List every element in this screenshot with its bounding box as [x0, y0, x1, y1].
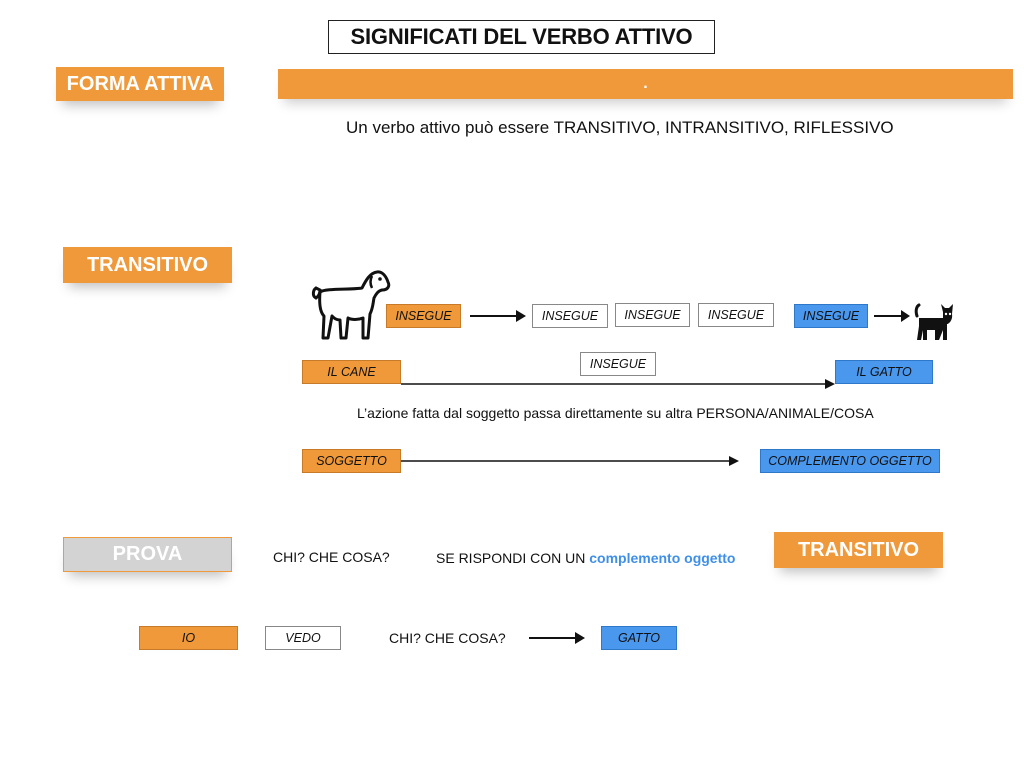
explanation-text: L’azione fatta dal soggetto passa direttamente su altra PERSONA/ANIMALE/COSA	[357, 405, 874, 421]
page-title: SIGNIFICATI DEL VERBO ATTIVO	[328, 20, 715, 54]
intro-text: Un verbo attivo può essere TRANSITIVO, INTRANSITIVO, RIFLESSIVO	[346, 118, 894, 137]
arrow-right-icon	[874, 308, 910, 324]
test-rule-highlight: complemento oggetto	[589, 550, 736, 566]
test-question: CHI? CHE COSA?	[273, 549, 390, 565]
test-rule	[436, 550, 756, 568]
header-bar: .	[278, 69, 1013, 99]
example-verb-box: VEDO	[265, 626, 341, 650]
verb-center-box: INSEGUE	[580, 352, 656, 376]
test-rule-prefix: SE RISPONDI CON UN	[436, 550, 586, 566]
verb-box-object: INSEGUE	[794, 304, 868, 328]
verb-box-4: INSEGUE	[698, 303, 774, 327]
arrow-right-icon	[401, 377, 835, 391]
result-transitivo-tag: TRANSITIVO	[774, 532, 943, 568]
cat-icon	[913, 302, 955, 344]
verb-box-3: INSEGUE	[615, 303, 690, 327]
example-question: CHI? CHE COSA?	[389, 630, 506, 646]
soggetto-box: SOGGETTO	[302, 449, 401, 473]
transitivo-tag: TRANSITIVO	[63, 247, 232, 283]
arrow-right-icon	[529, 630, 585, 646]
verb-box-2: INSEGUE	[532, 304, 608, 328]
verb-box-subject: INSEGUE	[386, 304, 461, 328]
complemento-oggetto-box: COMPLEMENTO OGGETTO	[760, 449, 940, 473]
dog-icon	[310, 268, 392, 342]
object-box: IL GATTO	[835, 360, 933, 384]
example-subject-box: IO	[139, 626, 238, 650]
example-object-box: GATTO	[601, 626, 677, 650]
subject-box: IL CANE	[302, 360, 401, 384]
prova-tag: PROVA	[63, 537, 232, 572]
arrow-right-icon	[470, 307, 526, 325]
forma-attiva-tag: FORMA ATTIVA	[56, 67, 224, 101]
arrow-right-icon	[401, 454, 739, 468]
